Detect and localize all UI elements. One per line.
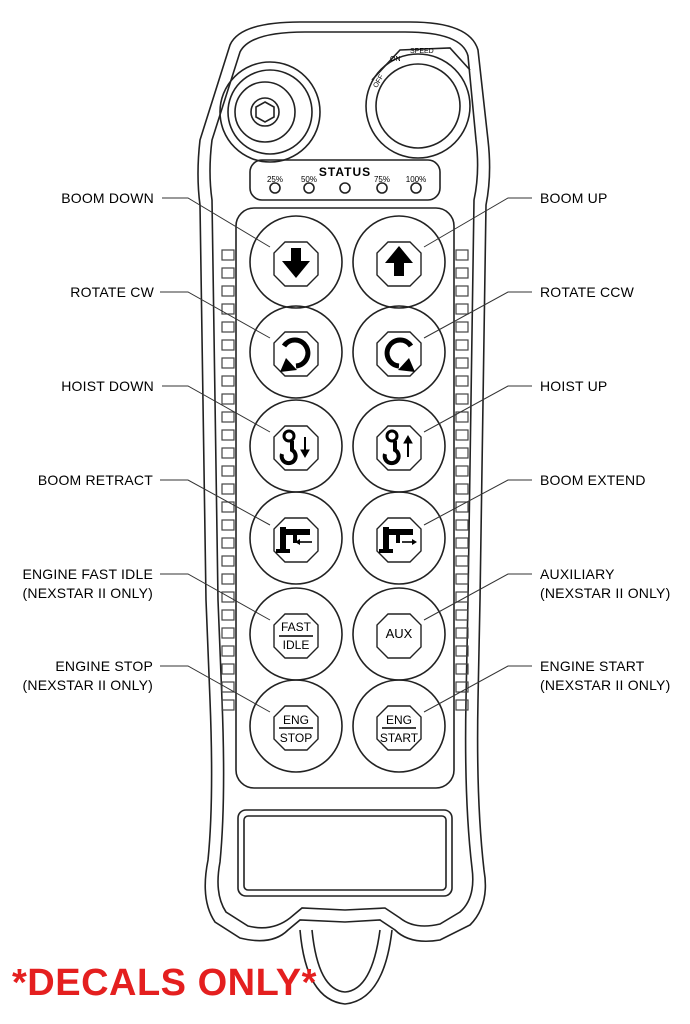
status-level-50: 50%: [300, 175, 317, 184]
leader-boom-down: [162, 198, 270, 247]
arrow-down-icon: [282, 248, 310, 278]
switch-speed-label: SPEED: [410, 48, 434, 55]
leader-rotate-cw: [160, 292, 270, 338]
eng-stop-top-text: ENG: [282, 713, 309, 727]
label-boom-up: BOOM UP: [540, 190, 608, 206]
button-fast-idle: [250, 588, 342, 680]
status-level-75: 75%: [373, 175, 390, 184]
status-led-75: [377, 183, 387, 193]
decals-only-notice: *DECALS ONLY*: [12, 962, 317, 1004]
rotate-ccw-icon: [387, 340, 415, 372]
fast-idle-top-text: FAST: [280, 620, 311, 634]
status-level-100: 100%: [405, 175, 427, 184]
label-hoist-down: HOIST DOWN: [61, 378, 154, 394]
label-engine-start: ENGINE START: [540, 658, 645, 674]
rotate-cw-icon: [280, 340, 308, 372]
left-knob-nut: [256, 102, 274, 122]
leader-boom-up: [424, 198, 532, 247]
leader-boom-retract: [160, 480, 270, 525]
button-hoist-down: [250, 400, 342, 492]
label-boom-extend: BOOM EXTEND: [540, 472, 646, 488]
label-boom-down: BOOM DOWN: [61, 190, 154, 206]
arrow-up-icon: [385, 246, 413, 276]
label-rotate-cw: ROTATE CW: [70, 284, 154, 300]
fast-idle-bottom-text: IDLE: [282, 638, 310, 652]
boom-retract-icon: [276, 527, 312, 553]
status-title: STATUS: [318, 165, 372, 179]
button-rotate-cw: [250, 306, 342, 398]
switch-off-label: OFF: [372, 73, 386, 90]
eng-start-bottom-text: START: [379, 731, 419, 745]
label-engine-fast-idle-note: (NEXSTAR II ONLY): [22, 585, 153, 601]
status-led-100: [411, 183, 421, 193]
status-level-25: 25%: [266, 175, 283, 184]
status-led-25: [270, 183, 280, 193]
button-rotate-ccw: [353, 306, 445, 398]
hoist-up-icon: [385, 431, 412, 463]
label-boom-retract: BOOM RETRACT: [37, 472, 153, 488]
switch-on-label: ON: [390, 56, 401, 63]
display-window: [238, 810, 452, 896]
label-engine-fast-idle: ENGINE FAST IDLE: [22, 566, 153, 582]
status-led-50: [304, 183, 314, 193]
status-led-mid: [340, 183, 350, 193]
eng-start-top-text: ENG: [385, 713, 412, 727]
eng-stop-bottom-text: STOP: [279, 731, 313, 745]
side-grip-left: [222, 250, 234, 710]
label-engine-stop-note: (NEXSTAR II ONLY): [22, 677, 153, 693]
button-hoist-up: [353, 400, 445, 492]
label-engine-start-note: (NEXSTAR II ONLY): [540, 677, 671, 693]
leader-fast-idle: [160, 574, 270, 620]
label-auxiliary-note: (NEXSTAR II ONLY): [540, 585, 671, 601]
label-hoist-up: HOIST UP: [540, 378, 608, 394]
hoist-down-icon: [282, 431, 309, 463]
boom-extend-icon: [379, 527, 417, 553]
label-auxiliary: AUXILIARY: [540, 566, 615, 582]
aux-text: AUX: [385, 626, 413, 641]
leader-engine-stop: [160, 666, 270, 712]
label-rotate-ccw: ROTATE CCW: [540, 284, 635, 300]
label-engine-stop: ENGINE STOP: [55, 658, 153, 674]
